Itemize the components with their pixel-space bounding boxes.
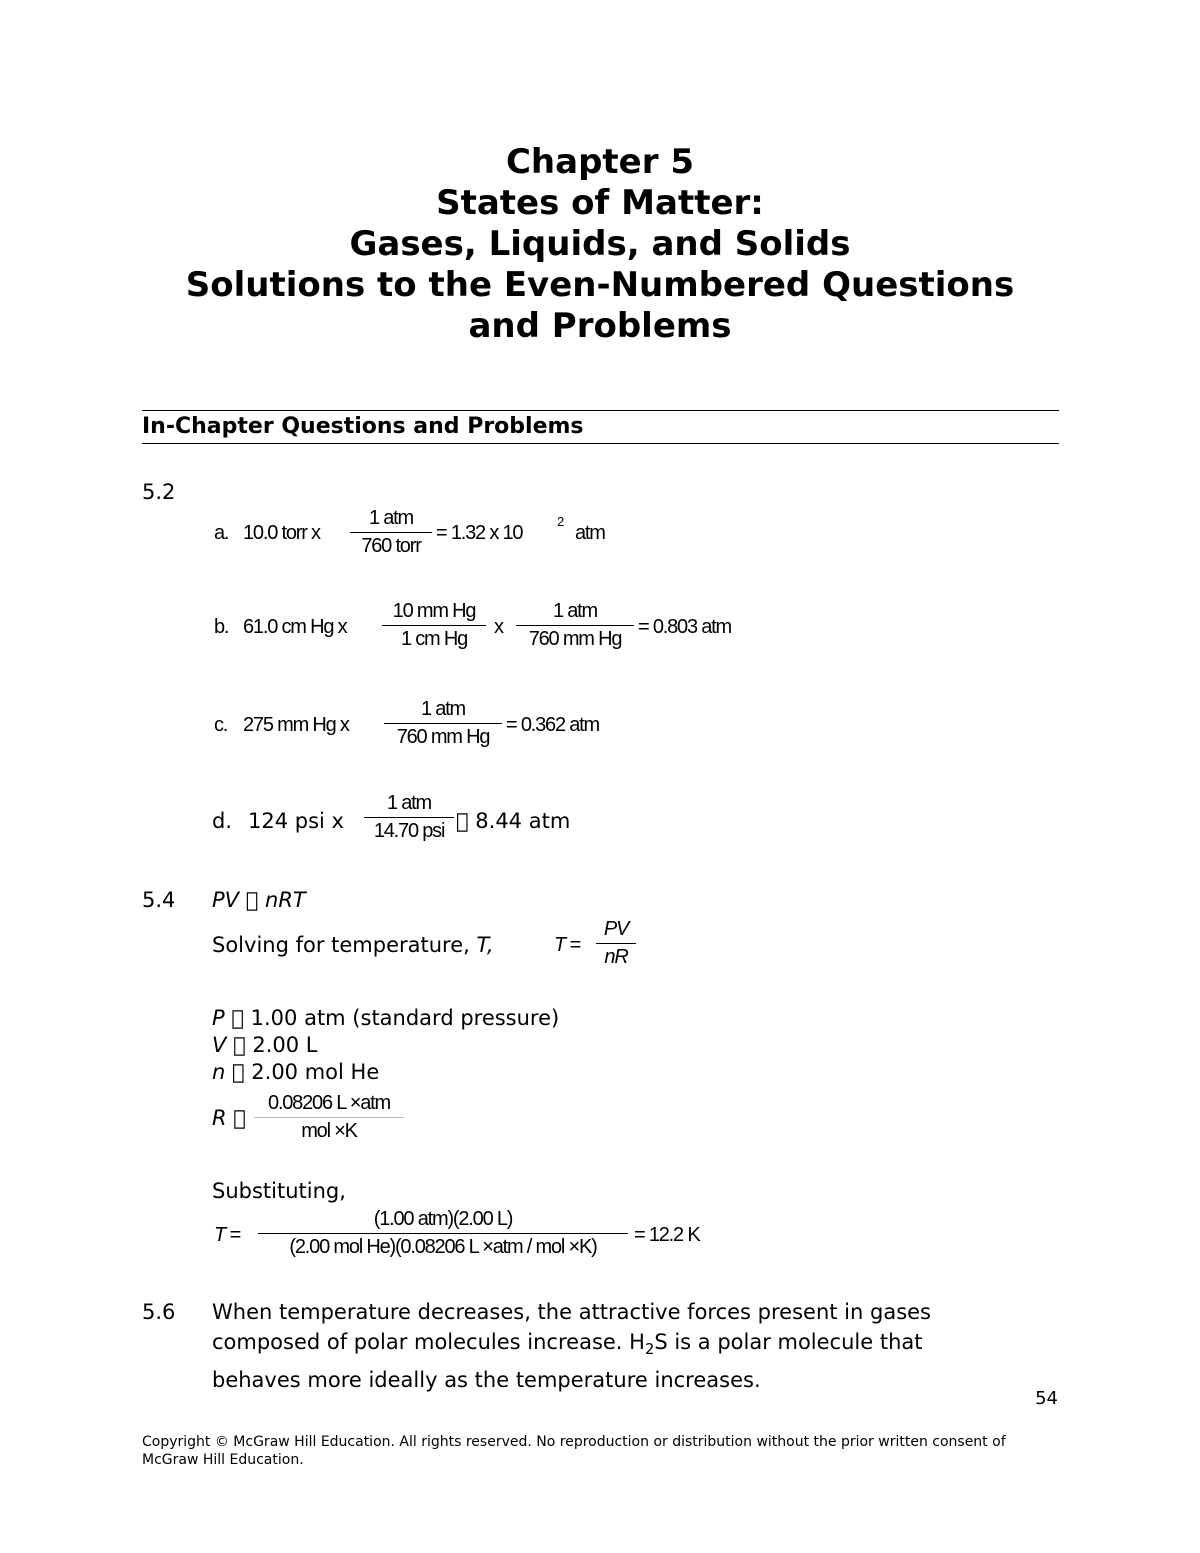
- q56-answer: [212, 1297, 1059, 1395]
- moles-line: [212, 1060, 379, 1084]
- solving-line: [212, 933, 494, 957]
- q52a-rhs: = 1.32 x 10: [436, 522, 523, 544]
- q52b-numerator-1: 10 mm Hg: [392, 600, 476, 622]
- q52b-numerator-2: 1 atm: [552, 600, 598, 622]
- title-line: Solutions to the Even-Numbered Questions: [185, 265, 1015, 305]
- title-line: States of Matter:: [436, 183, 764, 223]
- q52a-lhs: 10.0 torr x: [243, 522, 320, 544]
- question-number-5-6: 5.6: [142, 1300, 176, 1324]
- q52c-denominator: 760 mm Hg: [396, 726, 490, 748]
- q52d-denominator: 14.70 psi: [373, 820, 445, 842]
- s-rhs: = 12.2 K: [634, 1224, 700, 1246]
- q52c-lhs: 275 mm Hg x: [243, 714, 349, 736]
- n-var: n: [212, 1060, 226, 1084]
- p-value:   1.00 atm (standard pressure): [231, 1006, 560, 1030]
- p-var: P: [212, 1006, 225, 1030]
- q52c-numerator: 1 atm: [420, 698, 466, 720]
- s-denominator: (2.00 mol He)(0.08206 L ×atm / mol ×K): [289, 1236, 597, 1258]
- substituting-label: Substituting,: [212, 1179, 346, 1203]
- q52d-fraction: [364, 792, 454, 843]
- eq-rhs: nRT: [265, 888, 306, 912]
- eq-symbol:  : [245, 888, 259, 912]
- solving-variable: T,: [476, 933, 494, 957]
- fraction-bar: [350, 532, 432, 533]
- v-value:   2.00 L: [233, 1033, 318, 1057]
- eq-lhs: PV: [212, 888, 240, 912]
- v-var: V: [212, 1033, 227, 1057]
- fraction-bar: [364, 817, 454, 818]
- copyright-footer: Copyright © McGraw Hill Education. All rights reserved. No reproduction or distribution without the prior written consent of McGraw Hill Education.: [142, 1434, 1006, 1468]
- fraction-bar: [382, 625, 486, 626]
- t-fraction: [596, 918, 636, 969]
- question-number-5-4: 5.4: [142, 888, 176, 912]
- fraction-bar: [258, 1233, 628, 1234]
- q56-line-2: [212, 1327, 1059, 1365]
- title-line: Chapter 5: [505, 142, 694, 182]
- q52b-fraction-2: [516, 600, 634, 651]
- chapter-title: [0, 142, 1200, 347]
- title-line: and Problems: [468, 306, 732, 346]
- r-fraction: [254, 1092, 404, 1143]
- ideal-gas-law: [212, 888, 306, 912]
- fraction-bar: [254, 1117, 404, 1118]
- page-number: 54: [1035, 1388, 1058, 1409]
- q52b-label: b.: [214, 616, 229, 638]
- s-fraction: [258, 1208, 628, 1259]
- pressure-line: [212, 1006, 559, 1030]
- q52d-rhs:   8.44 atm: [456, 809, 571, 833]
- r-line: [212, 1106, 246, 1130]
- q52a-denominator: 760 torr: [361, 535, 421, 557]
- q52b-rhs: = 0.803 atm: [638, 616, 731, 638]
- q52a-exponent: 2: [557, 514, 564, 529]
- r-var: R: [212, 1106, 227, 1130]
- t-lhs: T =: [554, 934, 580, 956]
- title-line: Gases, Liquids, and Solids: [349, 224, 851, 264]
- q56-line-3: behaves more ideally as the temperature increases.: [212, 1368, 761, 1393]
- q52a-numerator: 1 atm: [368, 507, 414, 529]
- q52c-rhs: = 0.362 atm: [506, 714, 599, 736]
- t-numerator: PV: [603, 918, 629, 940]
- q52a-fraction: [350, 507, 432, 558]
- t-denominator: nR: [604, 946, 628, 968]
- q52c-label: c.: [214, 714, 228, 736]
- section-rule-top: [142, 410, 1059, 411]
- q52c-fraction: [384, 698, 502, 749]
- q52b-lhs: 61.0 cm Hg x: [243, 616, 347, 638]
- question-number-5-2: 5.2: [142, 480, 176, 504]
- q56-line-2-post: S is a polar molecule that: [654, 1330, 923, 1354]
- fraction-bar: [516, 625, 634, 626]
- fraction-bar: [384, 723, 502, 724]
- r-symbol:  : [233, 1106, 246, 1130]
- q56-line-2-pre: composed of polar molecules increase. H: [212, 1330, 645, 1354]
- section-rule-bottom: [142, 443, 1059, 444]
- fraction-bar: [596, 943, 636, 944]
- q52b-times: x: [494, 616, 503, 638]
- r-numerator: 0.08206 L ×atm: [267, 1092, 390, 1114]
- q52d-numerator: 1 atm: [386, 792, 432, 814]
- solving-text: Solving for temperature,: [212, 933, 470, 957]
- q52a-unit: atm: [575, 522, 605, 544]
- section-heading: In-Chapter Questions and Problems: [142, 414, 584, 439]
- q52b-denominator-1: 1 cm Hg: [400, 628, 468, 650]
- q56-line-1: When temperature decreases, the attractive forces present in gases: [212, 1300, 931, 1324]
- q52a-label: a.: [214, 522, 229, 544]
- q52b-denominator-2: 760 mm Hg: [528, 628, 622, 650]
- q52b-fraction-1: [382, 600, 486, 651]
- n-value:   2.00 mol He: [232, 1060, 380, 1084]
- volume-line: [212, 1033, 317, 1057]
- q52d-label: d.: [212, 809, 233, 833]
- r-denominator: mol ×K: [301, 1120, 357, 1142]
- s-lhs: T =: [214, 1224, 240, 1246]
- q56-subscript: 2: [644, 1341, 655, 1359]
- q52d-lhs: 124 psi x: [248, 809, 344, 833]
- s-numerator: (1.00 atm)(2.00 L): [373, 1208, 513, 1230]
